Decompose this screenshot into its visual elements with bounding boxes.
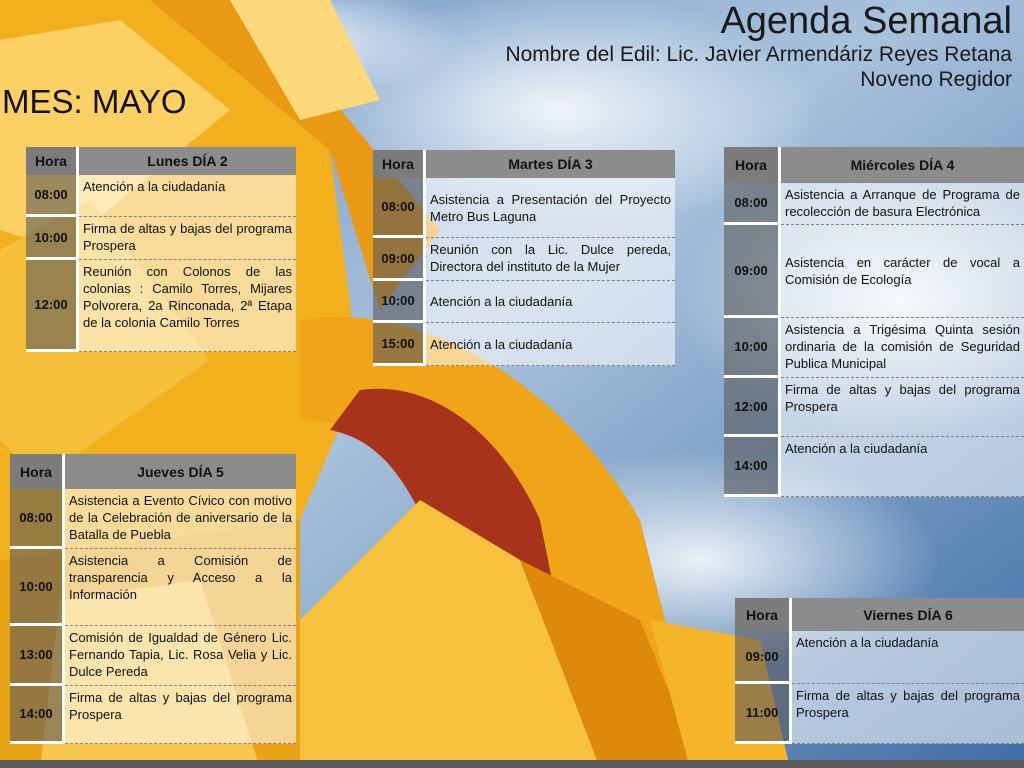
table-row	[10, 489, 296, 549]
hora-header: Hora	[26, 147, 79, 175]
table-lunes	[26, 147, 296, 352]
time-cell: 15:00	[373, 323, 426, 366]
activity-cell: Asistencia a Arranque de Programa de recolección de basura Electrónica	[781, 183, 1024, 225]
activity-cell: Firma de altas y bajas del programa Prospera	[79, 217, 296, 260]
time-cell: 09:00	[735, 631, 792, 684]
time-cell: 08:00	[10, 489, 65, 549]
time-cell: 11:00	[735, 684, 792, 744]
table-row	[373, 323, 675, 366]
activity-cell: Reunión con Colonos de las colonias : Camilo Torres, Mijares Polvorera, 2a Rinconada, 2ª Etapa de la colonia Camilo Torres	[79, 260, 296, 352]
table-row	[724, 183, 1024, 225]
table-viernes	[735, 598, 1024, 744]
time-cell: 09:00	[724, 225, 781, 318]
official-position: Noveno Regidor	[860, 68, 1012, 91]
activity-cell: Asistencia a Comisión de transparencia y Acceso a la Información	[65, 549, 296, 626]
table-row	[735, 631, 1024, 684]
table-row	[724, 225, 1024, 318]
activity-cell: Firma de altas y bajas del programa Prospera	[65, 686, 296, 744]
activity-cell: Atención a la ciudadanía	[781, 437, 1024, 497]
time-cell: 12:00	[26, 260, 79, 352]
activity-cell: Reunión con la Lic. Dulce pereda, Directora del instituto de la Mujer	[426, 238, 675, 281]
day-header-miercoles: Miércoles DÍA 4	[781, 147, 1024, 183]
activity-cell: Asistencia en carácter de vocal a Comisión de Ecología	[781, 225, 1024, 318]
table-row	[10, 549, 296, 626]
activity-cell: Comisión de Igualdad de Género Lic. Fernando Tapia, Lic. Rosa Velia y Lic. Dulce Pereda	[65, 626, 296, 686]
table-row	[724, 378, 1024, 437]
hora-header: Hora	[10, 454, 65, 489]
time-cell: 10:00	[10, 549, 65, 626]
time-cell: 14:00	[724, 437, 781, 497]
activity-cell: Firma de altas y bajas del programa Prospera	[781, 378, 1024, 437]
table-row	[10, 686, 296, 744]
time-cell: 08:00	[724, 183, 781, 225]
time-cell: 13:00	[10, 626, 65, 686]
activity-cell: Asistencia a Evento Cívico con motivo de la Celebración de aniversario de la Batalla de Puebla	[65, 489, 296, 549]
hora-header: Hora	[735, 598, 792, 631]
activity-cell: Asistencia a Trigésima Quinta sesión ordinaria de la comisión de Seguridad Publica Municipal	[781, 318, 1024, 378]
time-cell: 10:00	[26, 217, 79, 260]
time-cell: 10:00	[724, 318, 781, 378]
time-cell: 10:00	[373, 281, 426, 323]
page-title: Agenda Semanal	[720, 0, 1012, 42]
table-row	[26, 217, 296, 260]
table-row	[26, 260, 296, 352]
day-header-jueves: Jueves DÍA 5	[65, 454, 296, 489]
time-cell: 08:00	[26, 175, 79, 217]
activity-cell: Atención a la ciudadanía	[426, 323, 675, 366]
hora-header: Hora	[724, 147, 781, 183]
time-cell: 08:00	[373, 178, 426, 238]
day-header-lunes: Lunes DÍA 2	[79, 147, 296, 175]
table-row	[373, 178, 675, 238]
table-row	[735, 684, 1024, 744]
activity-cell: Asistencia a Presentación del Proyecto Metro Bus Laguna	[426, 178, 675, 238]
table-martes	[373, 150, 675, 366]
time-cell: 09:00	[373, 238, 426, 281]
time-cell: 14:00	[10, 686, 65, 744]
table-row	[373, 238, 675, 281]
table-jueves	[10, 454, 296, 744]
day-header-viernes: Viernes DÍA 6	[792, 598, 1024, 631]
footer-bar	[0, 760, 1024, 768]
month-label: MES: MAYO	[2, 83, 187, 120]
day-header-martes: Martes DÍA 3	[426, 150, 675, 178]
time-cell: 12:00	[724, 378, 781, 437]
table-row	[373, 281, 675, 323]
table-miercoles	[724, 147, 1024, 497]
hora-header: Hora	[373, 150, 426, 178]
table-row	[724, 437, 1024, 497]
table-row	[724, 318, 1024, 378]
activity-cell: Firma de altas y bajas del programa Prospera	[792, 684, 1024, 744]
activity-cell: Atención a la ciudadanía	[426, 281, 675, 323]
official-name: Nombre del Edil: Lic. Javier Armendáriz Reyes Retana	[505, 43, 1012, 66]
table-row	[10, 626, 296, 686]
activity-cell: Atención a la ciudadanía	[792, 631, 1024, 684]
activity-cell: Atención a la ciudadanía	[79, 175, 296, 217]
table-row	[26, 175, 296, 217]
